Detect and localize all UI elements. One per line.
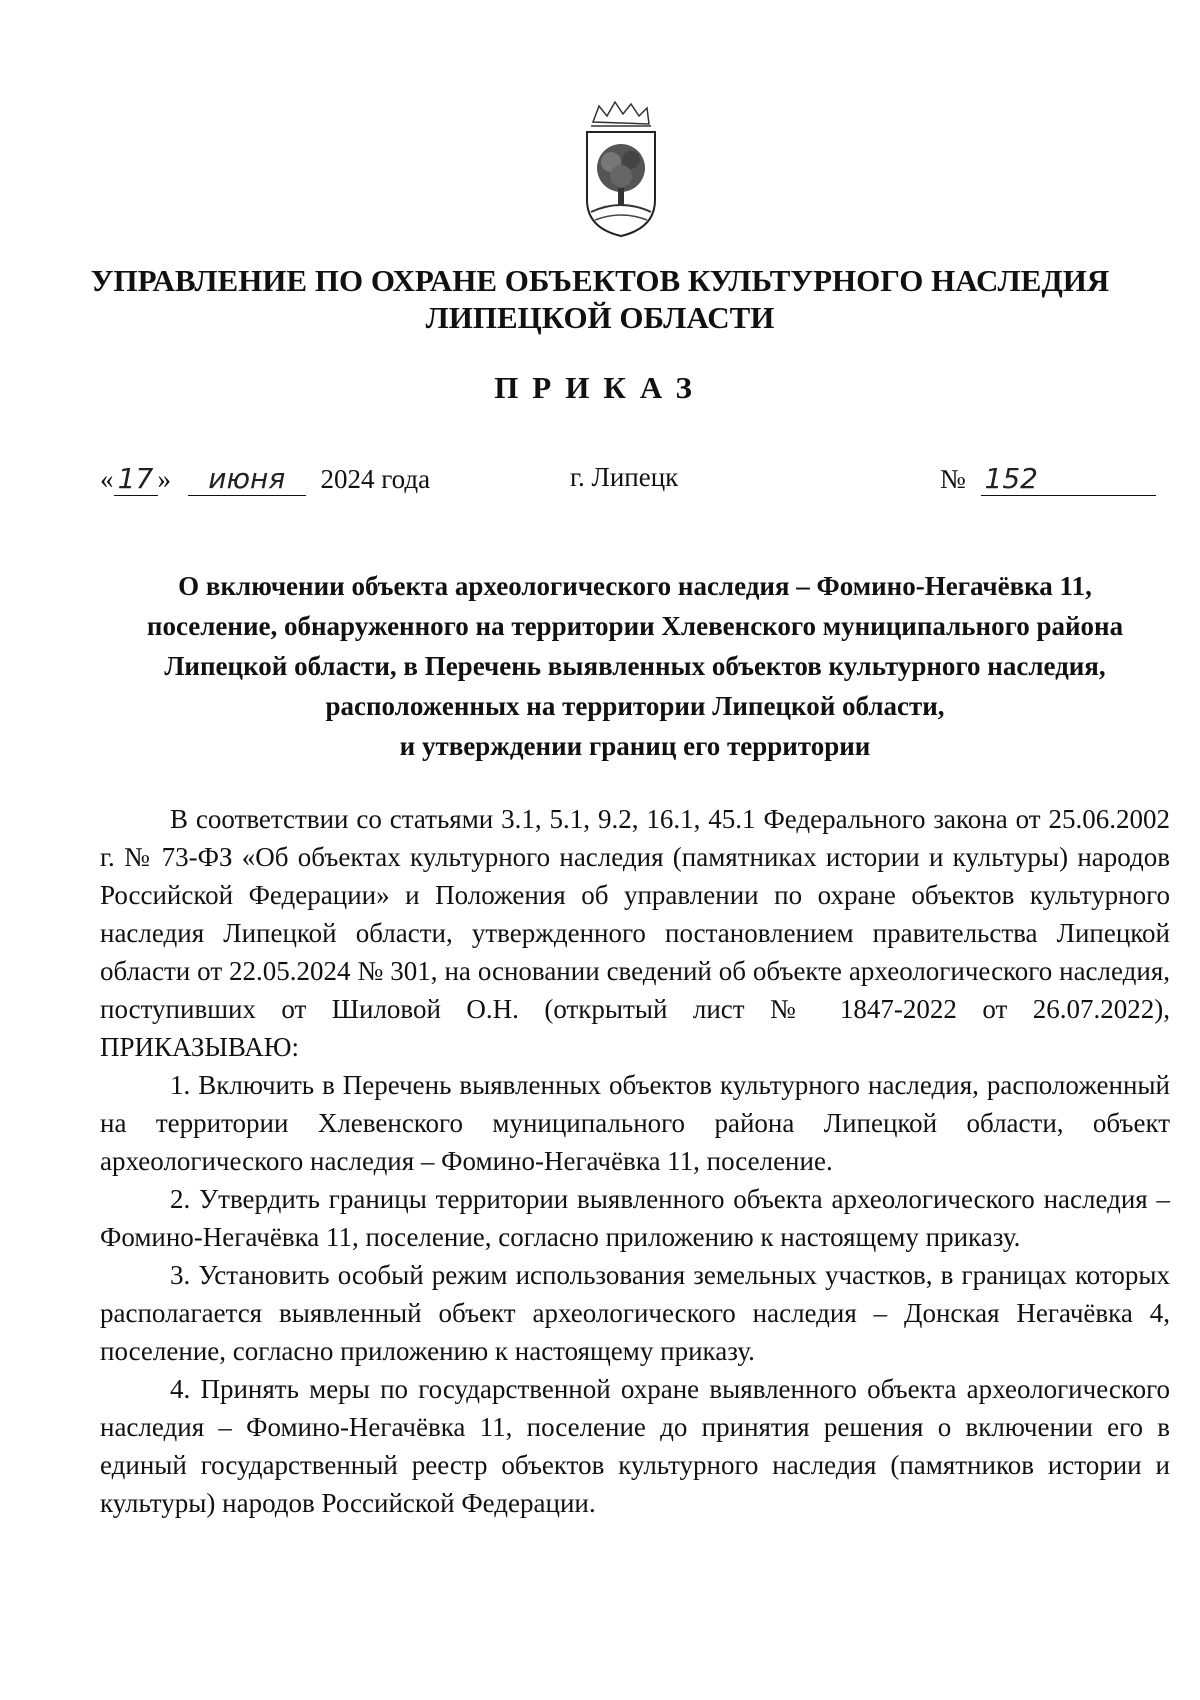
date-day-field xyxy=(114,462,158,496)
number-value: 152 xyxy=(984,462,1038,495)
subject-line: О включении объекта археологического наследия – Фомино-Негачёвка 11, xyxy=(178,571,1092,601)
organization-name xyxy=(0,262,1200,336)
number-label: № xyxy=(940,464,966,494)
date-month: июня xyxy=(208,462,286,495)
date-month-field xyxy=(188,462,306,496)
date-day: 17 xyxy=(117,462,154,495)
subject-line: расположенных на территории Липецкой области, xyxy=(325,691,945,721)
city: г. Липецк xyxy=(570,462,679,492)
subject-line: и утверждении границ его территории xyxy=(399,731,871,761)
number-field xyxy=(981,462,1156,496)
order-item: 3. Установить особый режим использования земельных участков, в границах которых располагается выявленный объект археологического наследия – Донская Негачёвка 4, поселение, согласно приложению к настоящему приказу. xyxy=(100,1260,1170,1366)
order-item: 4. Принять меры по государственной охране выявленного объекта археологического наследия – Фомино-Негачёвка 11, поселение до принятия решения о включении его в единый государственный реестр объектов культурного наследия (памятников истории и культуры) народов Российской Федерации. xyxy=(100,1374,1170,1518)
date-number-line xyxy=(100,462,1170,502)
date-open-quote: « xyxy=(100,464,114,494)
order-body xyxy=(100,800,1170,1522)
document-type-title: ПРИКАЗ xyxy=(494,370,706,405)
order-subject xyxy=(100,566,1170,766)
preamble-paragraph: В соответствии со статьями 3.1, 5.1, 9.2, 16.1, 45.1 Федерального закона от 25.06.2002 г. № 73-ФЗ «Об объектах культурного наследия (памятниках истории и культуры) народов Российской Федерации» и Положения об управлении по охране объектов культурного наследия Липецкой области, утвержденного постановлением правительства Липецкой области от 22.05.2024 № 301, на основании сведений об объекте археологического наследия, поступивших от Шиловой О.Н. (открытый лист № 1847-2022 от 26.07.2022), ПРИКАЗЫВАЮ: xyxy=(100,804,1170,1062)
coat-of-arms-icon xyxy=(565,100,675,240)
subject-line: поселение, обнаруженного на территории Хлевенского муниципального района xyxy=(146,611,1124,641)
organization-line-1: УПРАВЛЕНИЕ ПО ОХРАНЕ ОБЪЕКТОВ КУЛЬТУРНОГО НАСЛЕДИЯ xyxy=(90,263,1110,298)
order-item: 1. Включить в Перечень выявленных объектов культурного наследия, расположенный на территории Хлевенского муниципального района Липецкой области, объект археологического наследия – Фомино-Негачёвка 11, поселение. xyxy=(100,1070,1170,1176)
order-number xyxy=(940,462,1156,496)
order-item: 2. Утвердить границы территории выявленного объекта археологического наследия – Фомино-Негачёвка 11, поселение, согласно приложению к настоящему приказу. xyxy=(100,1184,1170,1252)
organization-line-2: ЛИПЕЦКОЙ ОБЛАСТИ xyxy=(425,300,775,335)
subject-line: Липецкой области, в Перечень выявленных объектов культурного наследия, xyxy=(164,651,1106,681)
order-date xyxy=(100,462,430,496)
date-close-quote: » xyxy=(157,464,171,494)
date-year: 2024 года xyxy=(320,464,431,494)
